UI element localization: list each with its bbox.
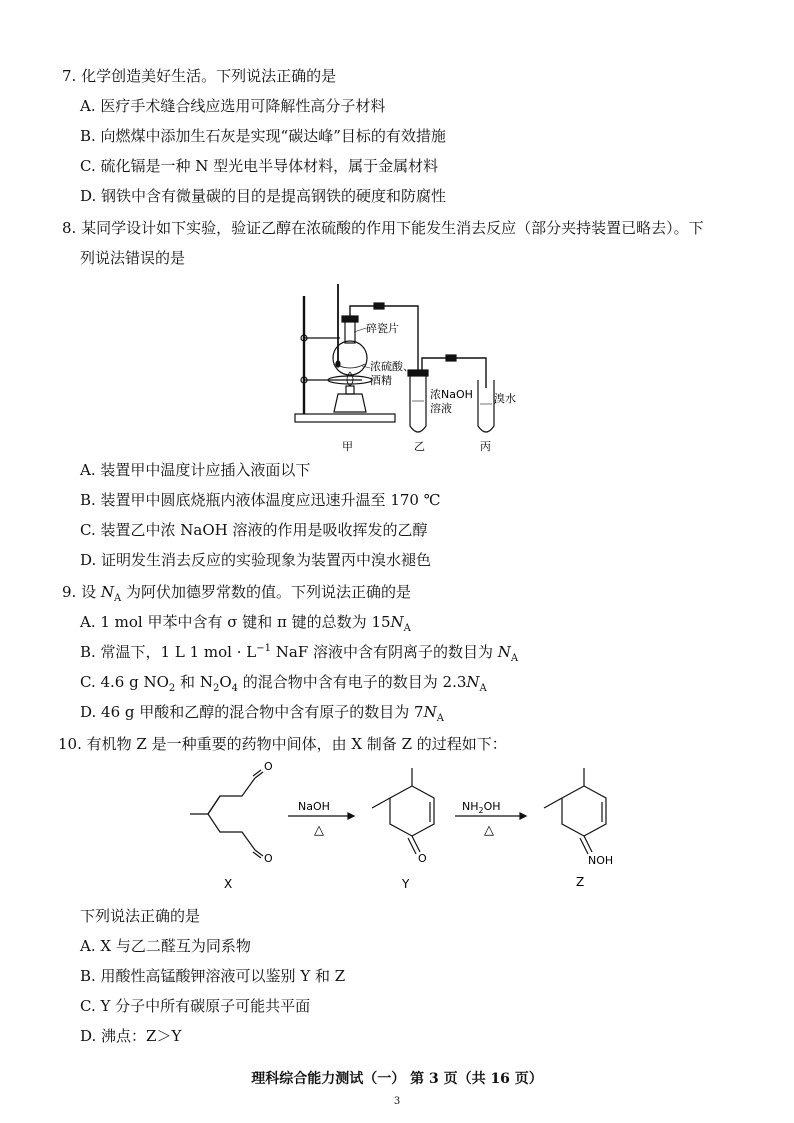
q8-option-d: D. 证明发生消去反应的实验现象为装置丙中溴水褪色	[80, 551, 432, 569]
q9-option-c-na-sub: A	[479, 683, 487, 694]
q10-stem-line2: 下列说法正确的是	[80, 907, 201, 925]
q9-option-b-mid: NaF 溶液中含有阴离子的数目为	[270, 643, 498, 661]
q9-option-a	[80, 612, 411, 632]
q9-option-d	[80, 702, 444, 722]
x-carbonyl-o-bottom: O	[264, 852, 273, 865]
q10-reaction-scheme	[180, 762, 640, 892]
test-tube-b	[410, 372, 426, 432]
q9-option-c-post: 的混合物中含有电子的数目为 2.3	[238, 673, 467, 691]
x-carbonyl-o-top: O	[264, 762, 273, 773]
q10-option-a: A. X 与乙二醛互为同系物	[80, 937, 251, 955]
q8-option-b: B. 装置甲中圆底烧瓶内液体温度应迅速升温至 170 ℃	[80, 491, 441, 509]
q9-option-b-na: N	[497, 643, 511, 661]
label-bromine-water: 溴水	[494, 392, 516, 405]
label-z: Z	[576, 875, 585, 889]
q9-stem-na-sub: A	[113, 593, 122, 604]
q9-option-b-sup: −1	[256, 643, 271, 654]
q10-option-d: D. 沸点：Z＞Y	[80, 1027, 182, 1045]
delivery-tube-2	[422, 358, 486, 388]
q9-option-c-sub3: 4	[231, 683, 239, 694]
label-acid-line2: 酒精	[370, 374, 392, 387]
q9-option-c-text: C. 4.6 g NO	[80, 673, 169, 691]
q9-option-d-text: D. 46 g 甲酸和乙醇的混合物中含有原子的数目为 7	[80, 703, 424, 721]
z-oxime-label: NOH	[588, 854, 614, 867]
q9-option-d-na: N	[423, 703, 437, 721]
label-broken-porcelain: 碎瓷片	[366, 322, 399, 335]
page-number: 3	[393, 1096, 401, 1107]
q8-stem-line1: 8. 某同学设计如下实验，验证乙醇在浓硫酸的作用下能发生消去反应（部分夹持装置已略去）。下	[62, 219, 704, 237]
q9-option-b-na-sub: A	[510, 653, 519, 664]
q9-option-b-text: B. 常温下，1 L 1 mol · L	[80, 643, 257, 661]
q9-stem-pre: 9. 设	[62, 583, 101, 601]
page-footer: 理科综合能力测试（一） 第 3 页（共 16 页）	[251, 1071, 543, 1087]
q8-option-c: C. 装置乙中浓 NaOH 溶液的作用是吸收挥发的乙醇	[80, 521, 428, 539]
q7-option-c: C. 硫化镉是一种 N 型光电半导体材料，属于金属材料	[80, 157, 439, 175]
y-carbonyl-o: O	[418, 852, 427, 865]
q9-option-c-sub1: 2	[168, 683, 176, 694]
q9-option-c-mid2: O	[219, 673, 232, 691]
q9-option-a-na: N	[390, 613, 404, 631]
q10-option-c: C. Y 分子中所有碳原子可能共平面	[80, 997, 311, 1015]
q8-apparatus-figure	[290, 276, 520, 454]
reagent-naoh: NaOH	[298, 800, 330, 813]
label-bing: 丙	[480, 440, 491, 453]
heat-symbol-1: △	[314, 823, 324, 838]
q10-option-b: B. 用酸性高锰酸钾溶液可以鉴别 Y 和 Z	[80, 967, 346, 985]
q8-stem-line2: 列说法错误的是	[80, 249, 186, 267]
label-jia: 甲	[342, 440, 353, 453]
q7-option-a: A. 医疗手术缝合线应选用可降解性高分子材料	[80, 97, 386, 115]
q9-stem-na: N	[100, 583, 114, 601]
q9-option-a-text: A. 1 mol 甲苯中含有 σ 键和 π 键的总数为 15	[80, 613, 391, 631]
label-acid-line1: 浓硫酸、	[370, 360, 414, 373]
q9-option-c-sub2: 2	[212, 683, 220, 694]
reagent-hydroxylamine: $NH_2OH$	[462, 800, 501, 815]
q8-option-a: A. 装置甲中温度计应插入液面以下	[80, 461, 311, 479]
q9-stem-post: 为阿伏加德罗常数的值。下列说法正确的是	[121, 583, 411, 601]
q7-stem: 7. 化学创造美好生活。下列说法正确的是	[62, 67, 337, 85]
q7-option-b: B. 向燃煤中添加生石灰是实现“碳达峰”目标的有效措施	[80, 127, 446, 145]
q9-option-c-na: N	[466, 673, 480, 691]
stopper	[342, 316, 358, 322]
label-y: Y	[402, 877, 410, 891]
q9-option-a-na-sub: A	[403, 623, 411, 634]
q10-stem: 10. 有机物 Z 是一种重要的药物中间体，由 X 制备 Z 的过程如下：	[58, 735, 507, 753]
label-naoh-line1: 浓NaOH	[430, 388, 473, 401]
molecule-z	[544, 768, 606, 854]
label-x: X	[224, 877, 233, 891]
molecule-y	[372, 768, 434, 854]
q9-option-c	[80, 672, 487, 692]
molecule-x	[190, 770, 263, 858]
label-yi: 乙	[414, 440, 425, 453]
q9-option-b	[80, 642, 518, 662]
q9-stem	[62, 582, 411, 602]
alcohol-lamp	[334, 394, 366, 412]
q7-option-d: D. 钢铁中含有微量碳的目的是提高钢铁的硬度和防腐性	[80, 187, 447, 205]
heat-symbol-2: △	[484, 823, 494, 838]
q9-option-d-na-sub: A	[436, 713, 444, 724]
q9-option-c-mid: 和 N	[175, 673, 213, 691]
label-naoh-line2: 溶液	[430, 402, 452, 415]
stand-base	[295, 414, 395, 422]
